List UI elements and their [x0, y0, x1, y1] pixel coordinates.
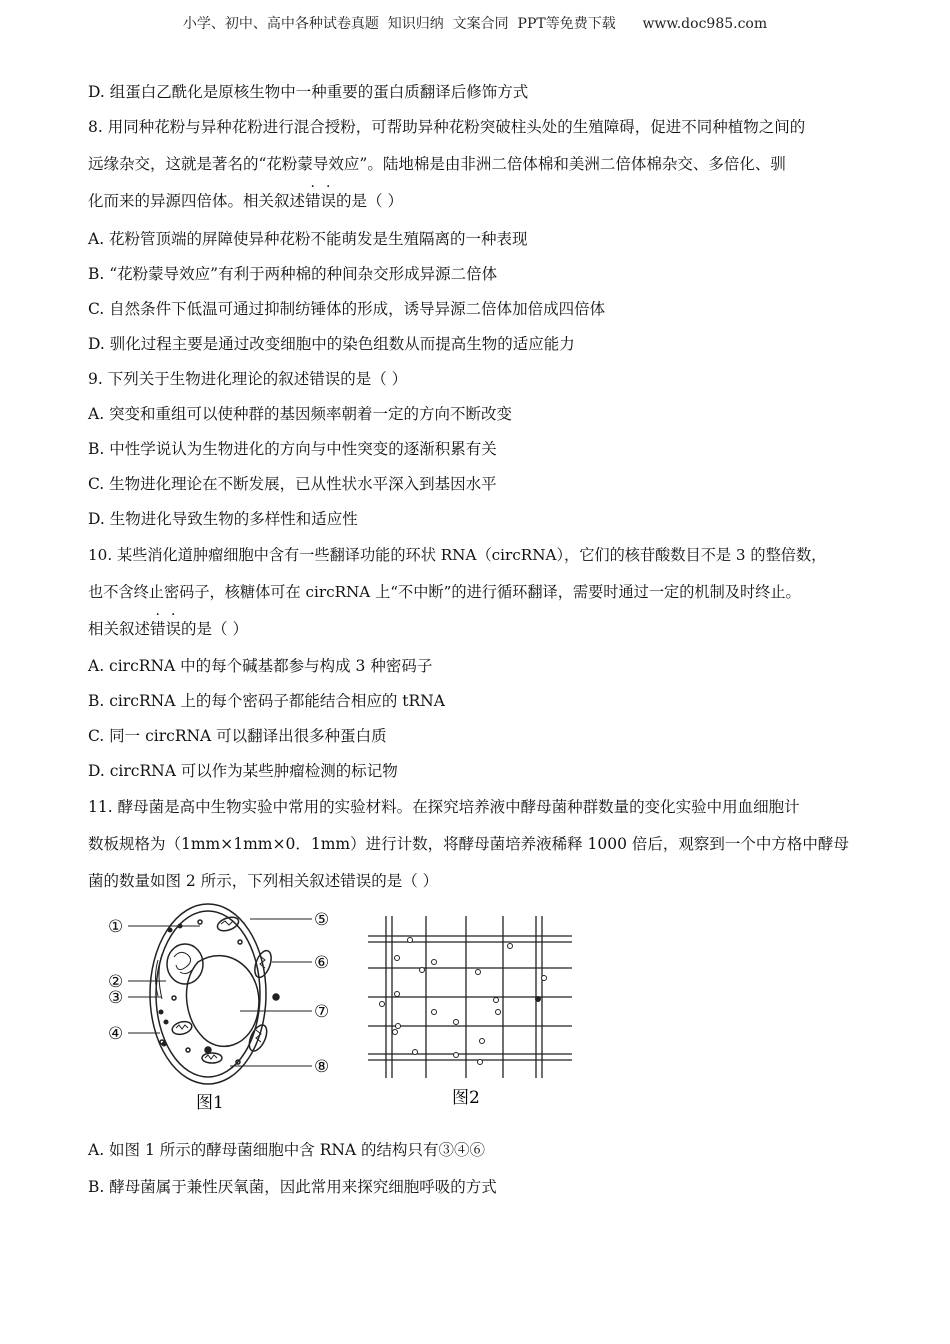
label-8: ⑧	[314, 1057, 330, 1077]
q9-option-a: A. 突变和重组可以使种群的基因频率朝着一定的方向不断改变	[88, 405, 513, 423]
q10-option-c: C. 同一 circRNA 可以翻译出很多种蛋白质	[88, 727, 387, 745]
yeast-cell-diagram	[128, 904, 312, 1084]
q10-stem-line3	[88, 619, 248, 639]
label-7: ⑦	[314, 1002, 330, 1022]
label-1: ①	[108, 917, 124, 937]
q8-stem-line3	[88, 191, 403, 211]
emphasis-char: 误	[165, 620, 182, 638]
q9-option-c: C. 生物进化理论在不断发展，已从性状水平深入到基因水平	[88, 475, 497, 493]
q8-stem-text: 化而来的异源四倍体。相关叙述	[88, 192, 306, 210]
label-6: ⑥	[314, 953, 330, 973]
label-4: ④	[108, 1024, 124, 1044]
q11-option-b: B. 酵母菌属于兼性厌氧菌，因此常用来探究细胞呼吸的方式	[88, 1178, 497, 1196]
q8-stem-line1: 8. 用同种花粉与异种花粉进行混合授粉，可帮助异种花粉突破柱头处的生殖障碍，促进不同种植物之间的	[88, 118, 806, 136]
q11-stem-line2: 数板规格为（1mm×1mm×0．1mm）进行计数，将酵母菌培养液稀释 1000 倍后，观察到一个中方格中酵母	[88, 835, 849, 853]
label-3: ③	[108, 988, 124, 1008]
q10-option-b: B. circRNA 上的每个密码子都能结合相应的 tRNA	[88, 692, 445, 710]
counting-grid	[368, 916, 572, 1078]
q8-option-c: C. 自然条件下低温可通过抑制纺锤体的形成，诱导异源二倍体加倍成四倍体	[88, 300, 606, 318]
q10-option-a: A. circRNA 中的每个碱基都参与构成 3 种密码子	[88, 657, 433, 675]
q8-option-d: D. 驯化过程主要是通过改变细胞中的染色组数从而提高生物的适应能力	[88, 335, 575, 353]
q10-stem-line1: 10. 某些消化道肿瘤细胞中含有一些翻译功能的环状 RNA（circRNA），它们的核苷酸数目不是 3 的整倍数，	[88, 546, 827, 564]
emphasis-char: 错	[305, 192, 321, 210]
label-5: ⑤	[314, 910, 330, 930]
q8-option-a: A. 花粉管顶端的屏障使异种花粉不能萌发是生殖隔离的一种表现	[88, 230, 528, 248]
q11-stem-line1: 11. 酵母菌是高中生物实验中常用的实验材料。在探究培养液中酵母菌种群数量的变化实验中用血细胞计	[88, 798, 800, 816]
figure-yeast	[100, 902, 580, 1122]
q8-stem-line2: 远缘杂交，这就是著名的“花粉蒙导效应”。陆地棉是由非洲二倍体棉和美洲二倍体棉杂交、多倍化、驯	[88, 155, 786, 173]
page-header: 小学、初中、高中各种试卷真题 知识归纳 文案合同 PPT等免费下载 www.doc985.com	[182, 16, 768, 32]
q9-stem: 9. 下列关于生物进化理论的叙述错误的是（ ）	[88, 370, 408, 388]
fig1-caption: 图1	[196, 1093, 224, 1113]
q8-option-b: B. “花粉蒙导效应”有利于两种棉的种间杂交形成异源二倍体	[88, 265, 498, 283]
fig2-caption: 图2	[452, 1088, 480, 1108]
q9-option-d: D. 生物进化导致生物的多样性和适应性	[88, 510, 358, 528]
q11-option-a: A. 如图 1 所示的酵母菌细胞中含 RNA 的结构只有③④⑥	[88, 1141, 486, 1159]
label-2: ②	[108, 972, 124, 992]
q10-stem-line2: 也不含终止密码子，核糖体可在 circRNA 上“不中断”的进行循环翻译，需要时通过一定的机制及时终止。	[88, 583, 801, 601]
q7-option-d: D. 组蛋白乙酰化是原核生物中一种重要的蛋白质翻译后修饰方式	[88, 83, 529, 101]
q9-option-b: B. 中性学说认为生物进化的方向与中性突变的逐渐积累有关	[88, 440, 497, 458]
emphasis-char: 错	[150, 620, 166, 638]
emphasis-char: 误	[320, 192, 337, 210]
q10-option-d: D. circRNA 可以作为某些肿瘤检测的标记物	[88, 762, 398, 780]
q10-stem-text: 相关叙述	[88, 620, 151, 638]
q10-stem-tail: 的是（ ）	[181, 620, 248, 638]
q8-stem-tail: 的是（ ）	[336, 192, 403, 210]
q11-stem-line3: 菌的数量如图 2 所示，下列相关叙述错误的是（ ）	[88, 872, 439, 890]
yeast-cells	[380, 938, 547, 1065]
